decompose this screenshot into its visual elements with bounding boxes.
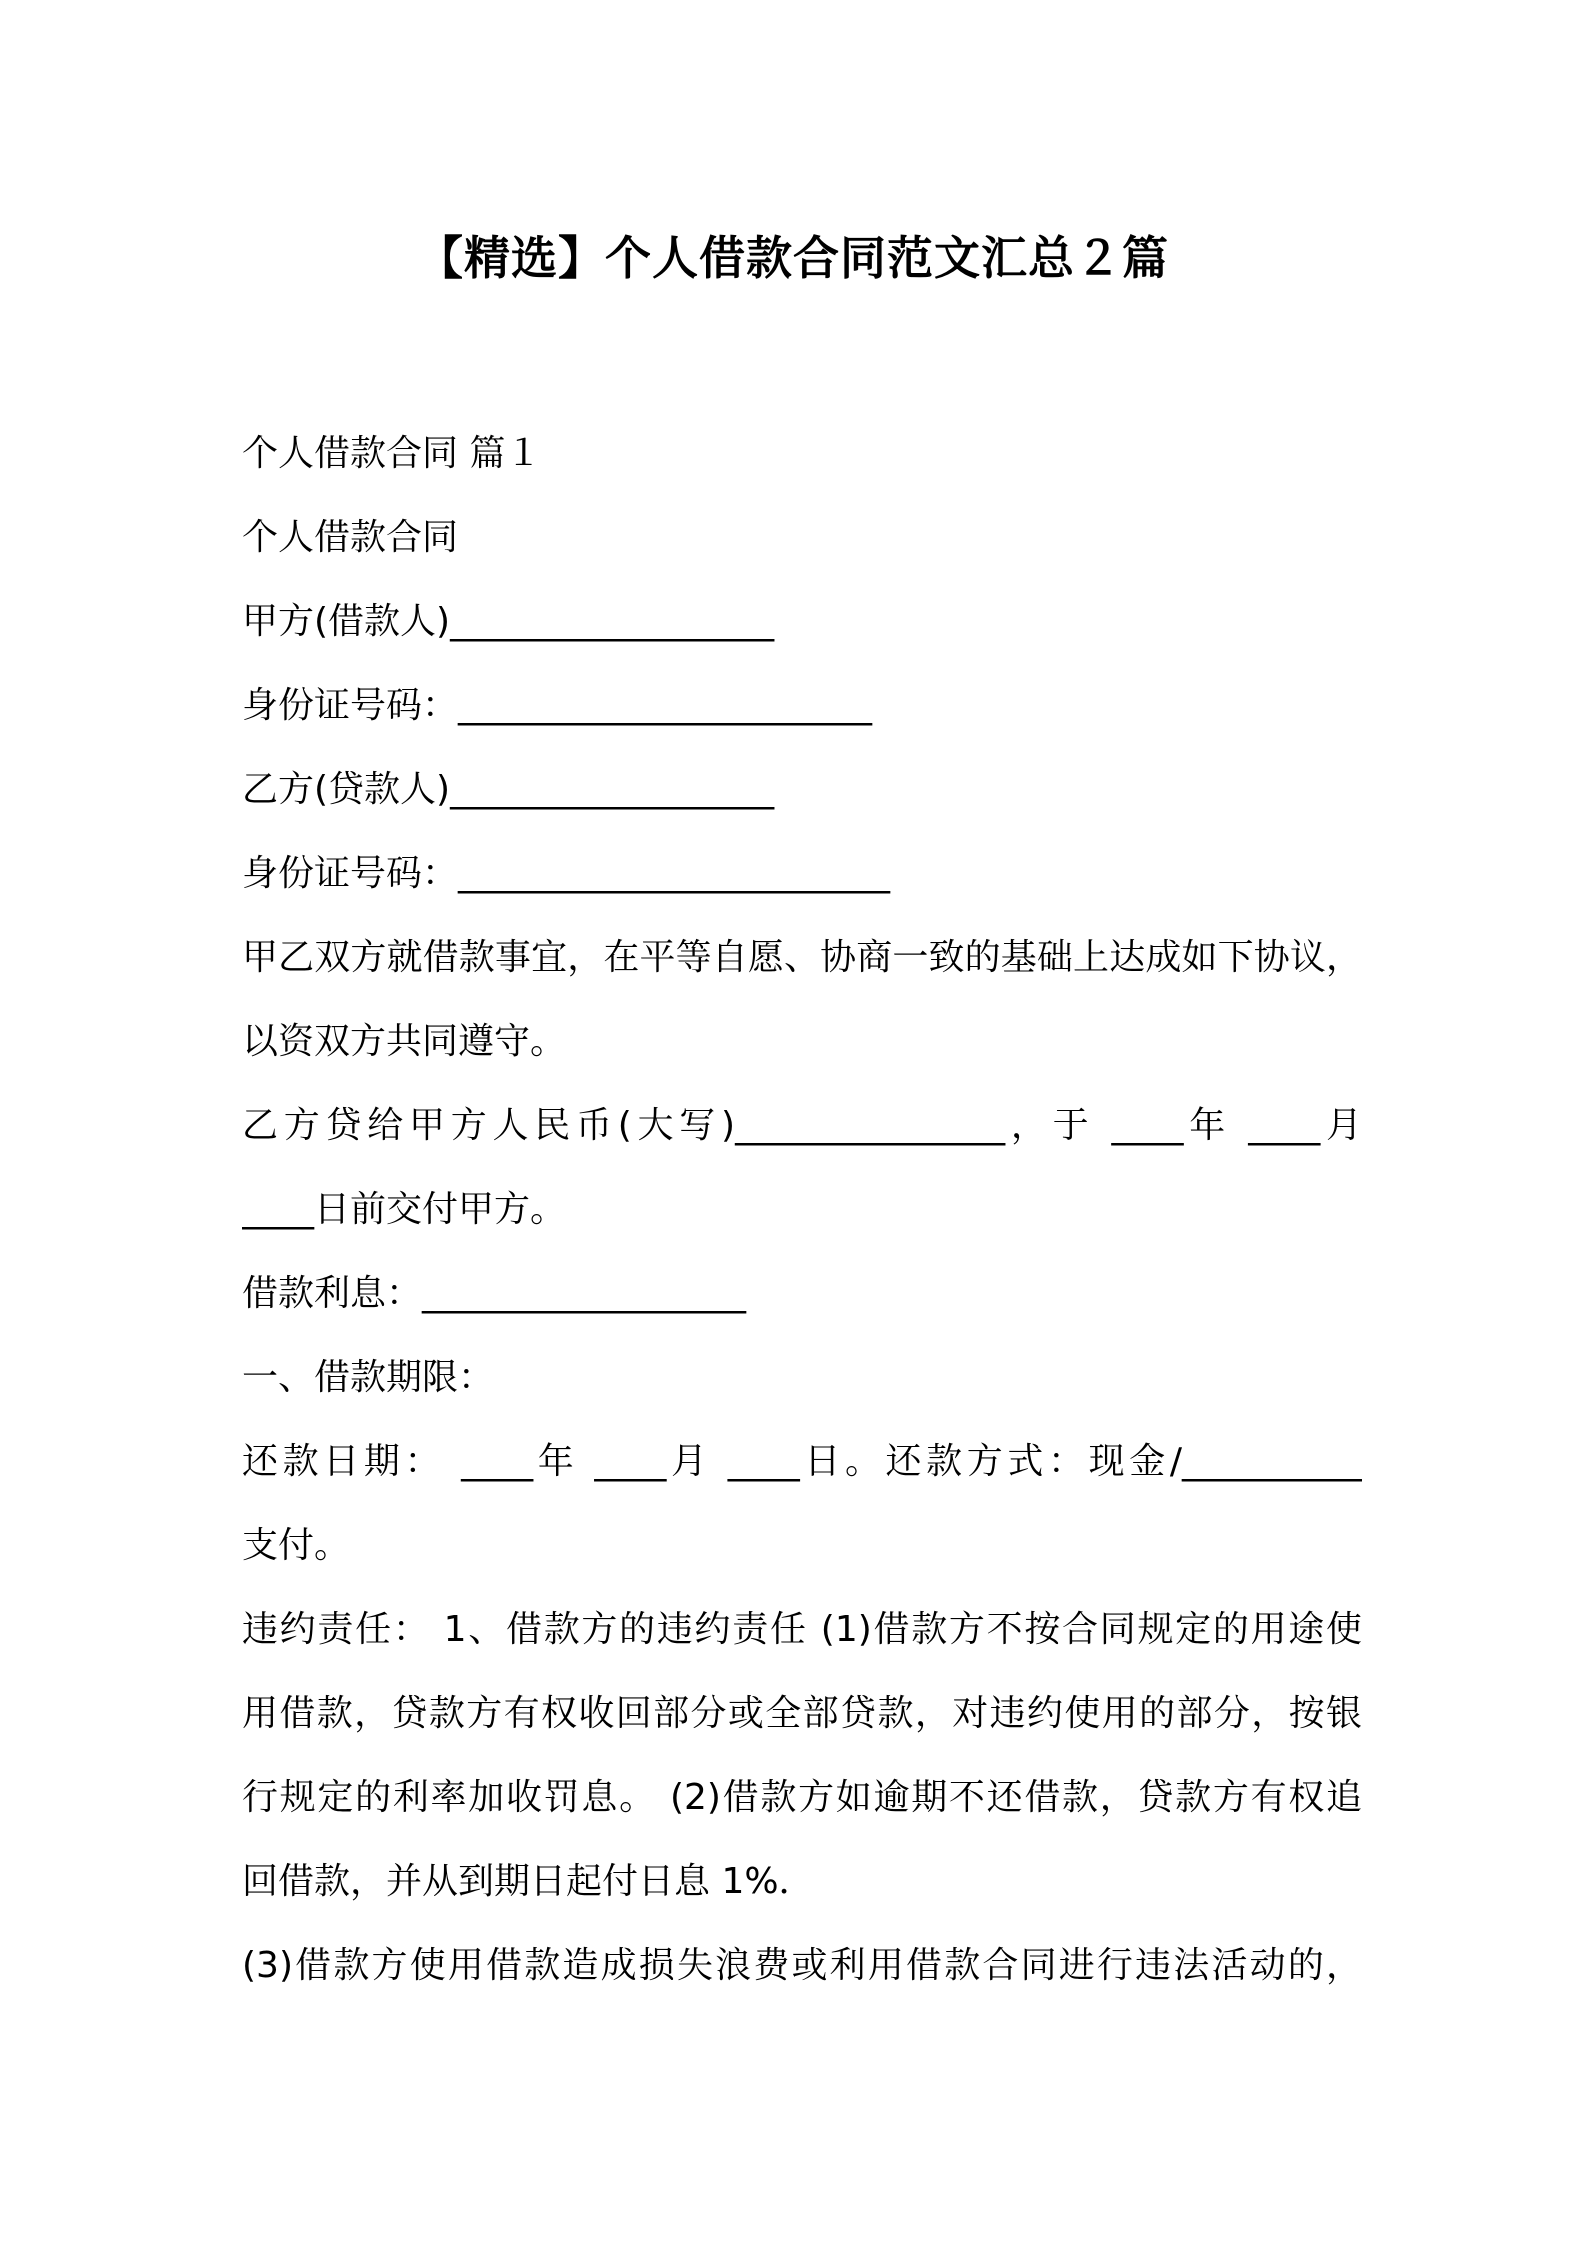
loan-amount-line: 乙方贷给甲方人民币(大写)_______________，于 ____年 ____月 xyxy=(242,1105,1362,1146)
agreement-text-line: 甲乙双方就借款事宜，在平等自愿、协商一致的基础上达成如下协议， xyxy=(242,937,1362,978)
liability-text-line: 违约责任： 1、借款方的违约责任 (1)借款方不按合同规定的用途使 xyxy=(242,1609,1362,1650)
clause-heading: 一、借款期限： xyxy=(242,1357,495,1398)
party-a-field: 甲方(借款人)__________________ xyxy=(242,601,775,642)
interest-field: 借款利息：__________________ xyxy=(242,1273,747,1314)
repayment-line: 还款日期： ____年 ____月 ____日。还款方式：现金/__________ xyxy=(242,1441,1362,1482)
party-b-id-field: 身份证号码：________________________ xyxy=(242,853,891,894)
loan-amount-line: ____日前交付甲方。 xyxy=(242,1189,567,1230)
agreement-text-line: 以资双方共同遵守。 xyxy=(242,1021,567,1062)
repayment-line: 支付。 xyxy=(242,1525,351,1566)
liability-text-line: 行规定的利率加收罚息。 (2)借款方如逾期不还借款，贷款方有权追 xyxy=(242,1777,1362,1818)
document-body xyxy=(242,412,1362,2008)
liability-text-line: 用借款，贷款方有权收回部分或全部贷款，对违约使用的部分，按银 xyxy=(242,1693,1362,1734)
contract-name: 个人借款合同 xyxy=(242,517,459,558)
section-heading: 个人借款合同 篇１ xyxy=(242,433,542,474)
liability-text-line: (3)借款方使用借款造成损失浪费或利用借款合同进行违法活动的， xyxy=(242,1945,1362,1986)
liability-text-line: 回借款，并从到期日起付日息 1%． xyxy=(242,1861,815,1902)
document-title: 【精选】个人借款合同范文汇总２篇 xyxy=(417,231,1169,285)
party-a-id-field: 身份证号码：_______________________ xyxy=(242,685,873,726)
party-b-field: 乙方(贷款人)__________________ xyxy=(242,769,775,810)
